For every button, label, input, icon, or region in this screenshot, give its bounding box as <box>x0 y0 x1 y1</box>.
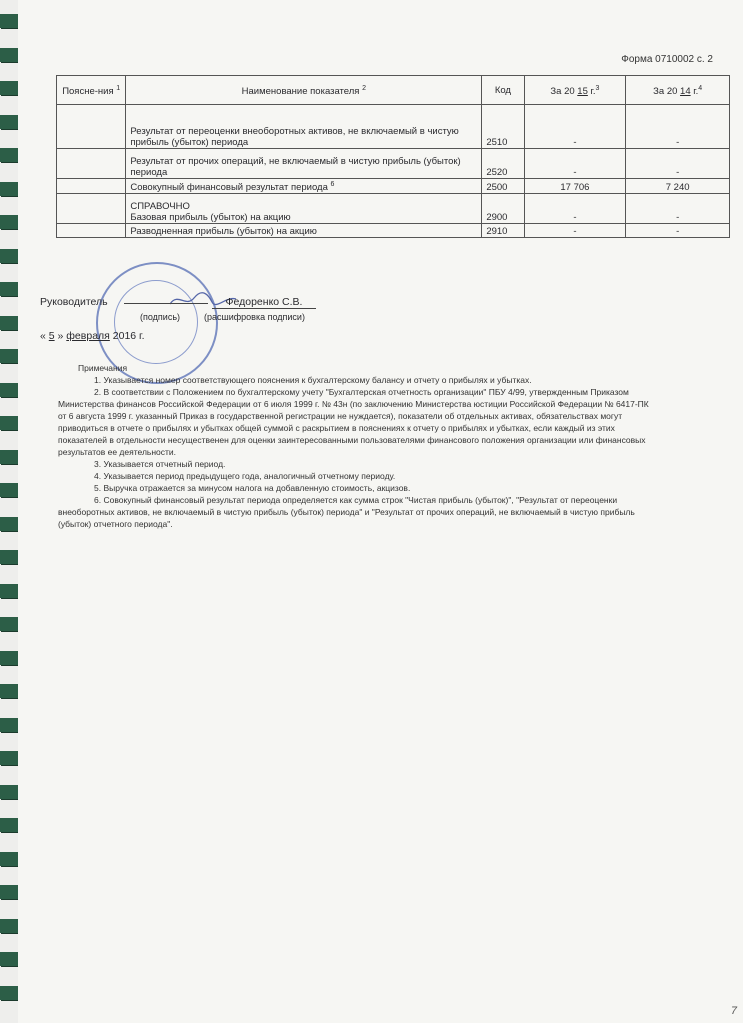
row-value-previous: - <box>626 105 730 149</box>
footnote-6: 6. Совокупный финансовый результат периода определяется как сумма строк "Чистая прибыль (убыток)", "Результат от переоценки внеоборотных активов, не включаемый в чистую прибыль (убыток) периода" и "Результат от прочих операций, не включаемый в чистую прибыль (убыток) отчетного периода". <box>58 495 635 529</box>
header-note: Поясне-ния $^1$ <box>57 76 126 105</box>
footnotes <box>58 362 658 530</box>
row-value-previous: - <box>626 224 730 238</box>
row-name: Результат от переоценки внеоборотных активов, не включаемый в чистую прибыль (убыток) периода <box>126 105 482 149</box>
row-value-current: - <box>524 105 626 149</box>
table-header-row <box>57 76 730 105</box>
row-value-current: - <box>524 149 626 179</box>
signer-role: Руководитель <box>40 296 108 308</box>
row-value-current: 17 706 <box>524 179 626 194</box>
header-code: Код <box>482 76 524 105</box>
row-value-previous: - <box>626 149 730 179</box>
row-value-previous: - <box>626 194 730 224</box>
row-name: СПРАВОЧНО Базовая прибыль (убыток) на акцию <box>126 194 482 224</box>
footnote-2: 2. В соответствии с Положением по бухгалтерскому учету "Бухгалтерская отчетность организации" ПБУ 4/99, утвержденным Приказом Министерства финансов Российской Федерации от 6 июля 1999 г. № 43н (по заключению Министерства юстиции Российской Федерации № 6417-ПК от 6 августа 1999 г. указанный Приказ в государственной регистрации не нуждается), показатели об отдельных активах, обязательствах могут приводиться в отчете о прибылях и убытках общей суммой с раскрытием в пояснениях к отчету о прибылях и убытках, если каждый из этих показателей в отдельности несущественен для оценки заинтересованными пользователями финансового положения организации или финансовых результатов ее деятельности. <box>58 387 649 457</box>
report-table <box>56 75 730 238</box>
signature-line <box>124 303 208 304</box>
row-value-current: - <box>524 194 626 224</box>
header-year-current: За 20 15 г.$^3$ <box>524 76 626 105</box>
signer-name: Федоренко С.В. <box>212 296 316 309</box>
signature-caption: (подпись) <box>140 312 181 322</box>
row-name: Совокупный финансовый результат периода $^6$ <box>126 179 482 194</box>
row-code: 2520 <box>482 149 524 179</box>
row-code: 2510 <box>482 105 524 149</box>
row-name: Разводненная прибыль (убыток) на акцию <box>126 224 482 238</box>
signature-date: « 5 » февраля 2016 г. <box>40 330 145 342</box>
table-row <box>57 224 730 238</box>
footnote-3: 3. Указывается отчетный период. <box>94 459 226 469</box>
name-caption: (расшифровка подписи) <box>204 312 305 322</box>
table-row <box>57 105 730 149</box>
page-mark: 7 <box>730 1005 737 1017</box>
document-page <box>18 0 743 1023</box>
footnote-5: 5. Выручка отражается за минусом налога на добавленную стоимость, акцизов. <box>94 483 411 493</box>
footnote-1: 1. Указывается номер соответствующего пояснения к бухгалтерскому балансу и отчету о прибылях и убытках. <box>94 375 532 385</box>
row-value-current: - <box>524 224 626 238</box>
row-value-previous: 7 240 <box>626 179 730 194</box>
table-row <box>57 179 730 194</box>
footnote-4: 4. Указывается период предыдущего года, аналогичный отчетному периоду. <box>94 471 396 481</box>
row-name: Результат от прочих операций, не включаемый в чистую прибыль (убыток) периода <box>126 149 482 179</box>
row-code: 2900 <box>482 194 524 224</box>
header-name: Наименование показателя $^2$ <box>126 76 482 105</box>
row-code: 2910 <box>482 224 524 238</box>
form-code: Форма 0710002 с. 2 <box>621 54 713 65</box>
table-row <box>57 149 730 179</box>
header-year-previous: За 20 14 г.$^4$ <box>626 76 730 105</box>
table-row <box>57 194 730 224</box>
notes-title: Примечания <box>78 363 128 373</box>
row-code: 2500 <box>482 179 524 194</box>
